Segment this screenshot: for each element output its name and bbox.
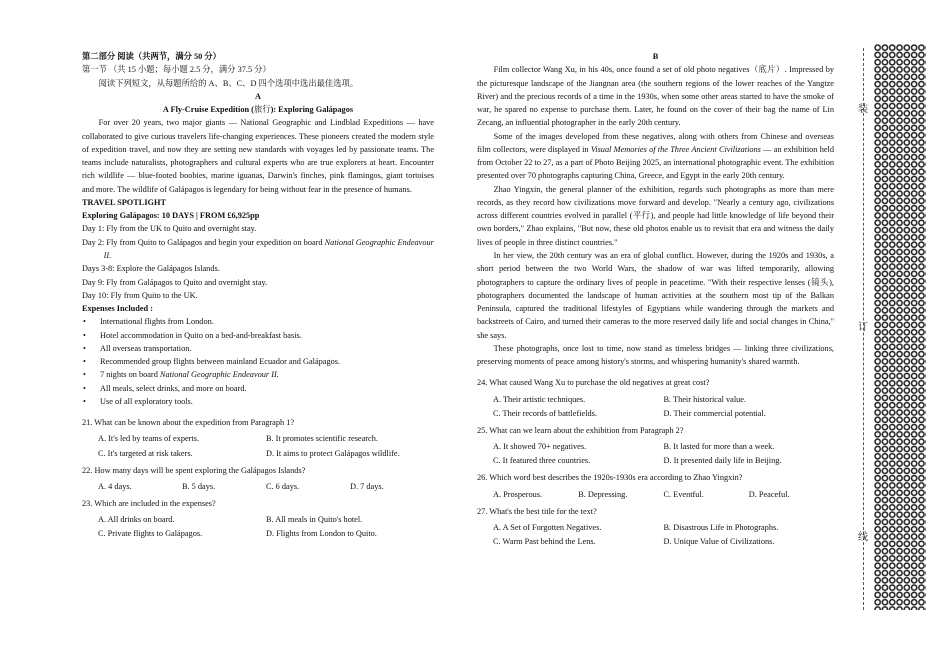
passage-a-title <box>82 103 434 116</box>
option-a: A. All drinks on board. <box>98 515 175 525</box>
option-a: A. It's led by teams of experts. <box>98 434 200 444</box>
q23-options <box>82 513 434 541</box>
option-a: A. A Set of Forgotten Negatives. <box>493 522 602 532</box>
instruction: 阅读下列短文，从每题所给的 A、B、C、D 四个选项中选出最佳选项。 <box>98 78 359 88</box>
expense-item: • Use of all exploratory tools. <box>82 395 434 408</box>
option-b: B. All meals in Quito's hotel. <box>266 515 363 525</box>
expense-item <box>82 368 434 381</box>
passage-b-paragraph: In her view, the 20th century was an era of global conflict. However, during the 1920s and 1930s, a short period between the two World Wars, the shadow of war was lifted temporarily, allowing photographers to capture the ordinary lives of people in peacetime. "With their respective lenses (镜头), photographers documented the landscape of human activities at the southern most tip of the Balkan Peninsula, captured the traditional lifestyles of Egyptians while wandering through the markets and backstreets of Cairo, and turned their cameras to the more reserved daily life and social changes in China," she says. <box>477 250 834 340</box>
option-d: D. It presented daily life in Beijing. <box>663 456 782 466</box>
left-column <box>82 50 434 544</box>
q24-options <box>477 393 834 421</box>
q27-options <box>477 521 834 549</box>
expense-item: • Recommended group flights between mainland Ecuador and Galápagos. <box>82 355 434 368</box>
option-c: C. It's targeted at risk takers. <box>98 448 193 458</box>
question-21: 21. What can be known about the expedition from Paragraph 1? <box>82 418 295 428</box>
binding-pattern <box>874 44 926 610</box>
option-b: B. Disastrous Life in Photographs. <box>663 522 779 532</box>
option-b: B. Their historical value. <box>663 394 747 404</box>
section-title: 第一节 （共 15 小题；每小题 2.5 分，满分 37.5 分） <box>82 65 271 75</box>
passage-b-paragraph <box>477 130 834 183</box>
expenses-heading: Expenses Included : <box>82 304 154 314</box>
question-26: 26. Which word best describes the 1920s-1930s era according to Zhao Yingxin? <box>477 473 743 483</box>
question-25: 25. What can we learn about the exhibition from Paragraph 2? <box>477 425 684 435</box>
question-22: 22. How many days will be spent exploring the Galápagos Islands? <box>82 465 306 475</box>
option-d: D. Their commercial potential. <box>663 408 766 418</box>
itinerary-day: Day 10: Fly from Quito to the UK. <box>82 290 198 300</box>
question-24: 24. What caused Wang Xu to purchase the old negatives at great cost? <box>477 378 710 388</box>
title-part: ): Exploring Galápagos <box>270 105 354 115</box>
passage-b-paragraph: Zhao Yingxin, the general planner of the exhibition, regards such photographs as more than mere records, as they record how civilizations move forward and develop. "Nearly a century ago, civilizations across different countries evolved in parallel (平行), and people had little knowledge of life beyond their own borders," Zhao explains, "But now, these old photos enable us to revisit that era and witness the daily lives of people in three distinct countries." <box>477 184 834 247</box>
itinerary-day <box>82 236 434 263</box>
binding-label-bottom: 线 <box>858 532 868 543</box>
day2-text: Day 2: Fly from Quito to Galápagos and begin your expedition on board <box>82 237 325 247</box>
option-b: B. 5 days. <box>182 481 216 491</box>
passage-a-paragraph: For over 20 years, two major giants — National Geographic and Lindblad Expeditions — have collaborated to give curious travelers life-changing experiences. These pioneers created the modern style of expedition travel, and now they are setting new standards with voyages led by passionate teams. The teams include naturalists, photographers and cultural experts who are true explorers at heart. Encounter rich wildlife — blue-footed boobies, marine iguanas, Darwin's finches, pink flamingos, giant tortoises and more. The wildlife of Galápagos is legendary for being without fear in the presence of humans. <box>82 118 434 194</box>
passage-b-paragraph: These photographs, once lost to time, now stand as timeless bridges — linking three civilizations, preserving moments of peace among history's storms, and whispering humanity's shared warmth. <box>477 343 834 367</box>
question-23: 23. Which are included in the expenses? <box>82 498 216 508</box>
paragraph-text: — an exhibition held from October 22 to 27, as a part of Photo Beijing 2025, an international photographic event. The exhibition presented over 70 photographs capturing China, Greece, and Egypt in the early 20th century. <box>477 144 834 181</box>
option-c: C. Private flights to Galápagos. <box>98 529 203 539</box>
option-d: D. Peaceful. <box>748 489 790 499</box>
option-c: C. Eventful. <box>663 489 704 499</box>
expense-item: • International flights from London. <box>82 315 434 328</box>
option-b: B. Depressing. <box>578 489 628 499</box>
itinerary-day: Day 1: Fly from the UK to Quito and overnight stay. <box>82 224 257 234</box>
part-title: 第二部分 阅读（共两节，满分 50 分） <box>82 52 221 61</box>
trip-heading: Exploring Galápagos: 10 DAYS | FROM £6,925pp <box>82 211 260 221</box>
ship-name: National Geographic Endeavour II. <box>159 370 279 380</box>
option-b: B. It promotes scientific research. <box>266 434 378 444</box>
binding-label-middle: 订 <box>858 322 868 333</box>
option-b: B. It lasted for more than a week. <box>663 442 775 452</box>
expense-item: • Hotel accommodation in Quito on a bed-and-breakfast basis. <box>82 329 434 342</box>
q21-options <box>82 432 434 460</box>
q26-options <box>477 488 834 502</box>
option-c: C. 6 days. <box>266 481 300 491</box>
title-part: A Fly-Cruise Expedition ( <box>162 105 254 115</box>
expense-text: 7 nights on board <box>100 370 160 380</box>
right-column <box>477 50 834 552</box>
option-a: A. 4 days. <box>98 481 132 491</box>
option-d: D. Unique Value of Civilizations. <box>663 537 775 546</box>
ship-name: National Geographic Endeavour II. <box>103 237 434 260</box>
itinerary-day: Days 3-8: Explore the Galápagos Islands. <box>82 264 220 274</box>
option-a: A. It showed 70+ negatives. <box>493 442 587 452</box>
itinerary-day: Day 9: Fly from Galápagos to Quito and overnight stay. <box>82 277 268 287</box>
passage-a-label: A <box>255 91 261 101</box>
expense-item: • All meals, select drinks, and more on board. <box>82 382 434 395</box>
option-d: D. 7 days. <box>350 481 384 491</box>
option-d: D. Flights from London to Quito. <box>266 529 377 539</box>
passage-b-paragraph: Film collector Wang Xu, in his 40s, once found a set of old photo negatives（底片）. Impressed by the picturesque landscape of the Jiangnan area (the southern regions of the lower reaches of the Yangtze River) and the precious records of a time in the 1930s, when some other areas started to have the smoke of war, he spared no expense to purchase them. Later, he found on the cover of their bag the name of Lin Zecang, an influential photographer in the early 20th century. <box>477 65 834 128</box>
option-c: C. Their records of battlefields. <box>493 408 597 418</box>
option-a: A. Their artistic techniques. <box>493 394 586 404</box>
spotlight-heading: TRAVEL SPOTLIGHT <box>82 197 166 207</box>
expense-item: • All overseas transportation. <box>82 342 434 355</box>
passage-b-label: B <box>652 52 659 61</box>
option-c: C. Warm Past behind the Lens. <box>493 537 596 546</box>
q25-options <box>477 440 834 468</box>
option-d: D. It aims to protect Galápagos wildlife. <box>266 448 400 458</box>
binding-label-top: 装 <box>858 104 868 115</box>
option-c: C. It featured three countries. <box>493 456 591 466</box>
option-a: A. Prosperous. <box>493 489 543 499</box>
expenses-list <box>82 315 434 408</box>
exhibition-title: Visual Memories of the Three Ancient Civilizations <box>590 144 761 154</box>
q22-options <box>82 480 434 494</box>
title-cn: 旅行 <box>253 105 271 115</box>
paragraph-text: Some of the images developed from these negatives, along with others from Chinese and overseas film collectors, were displayed in <box>477 131 834 154</box>
question-27: 27. What's the best title for the text? <box>477 506 597 516</box>
